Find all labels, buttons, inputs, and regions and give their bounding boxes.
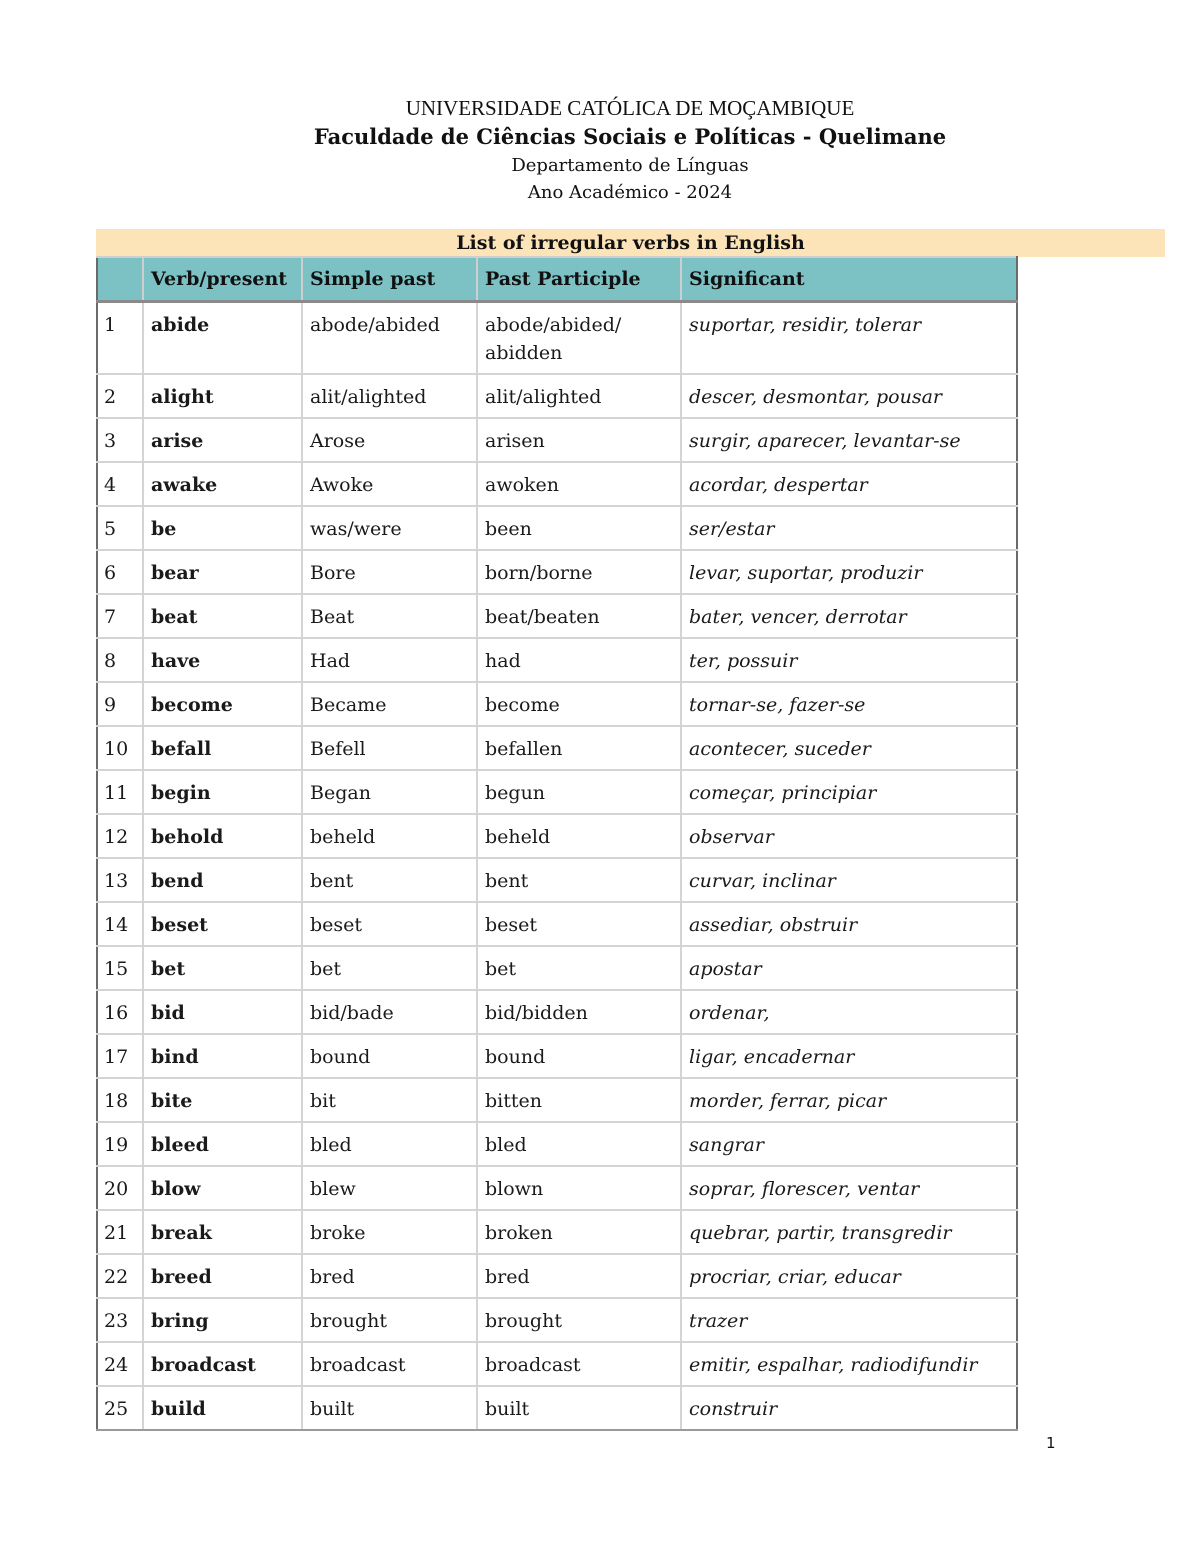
past-participle: awoken — [477, 462, 681, 506]
row-number: 2 — [97, 374, 143, 418]
significant: assediar, obstruir — [681, 902, 1017, 946]
verb-present: blow — [143, 1166, 302, 1210]
verb-present: bend — [143, 858, 302, 902]
row-number: 9 — [97, 682, 143, 726]
verb-present: befall — [143, 726, 302, 770]
row-number: 13 — [97, 858, 143, 902]
significant: acordar, despertar — [681, 462, 1017, 506]
table-row — [97, 302, 1017, 375]
row-number: 18 — [97, 1078, 143, 1122]
row-number: 8 — [97, 638, 143, 682]
past-participle: beset — [477, 902, 681, 946]
significant: bater, vencer, derrotar — [681, 594, 1017, 638]
row-number: 16 — [97, 990, 143, 1034]
verb-present: build — [143, 1386, 302, 1430]
row-number: 7 — [97, 594, 143, 638]
simple-past: bent — [302, 858, 477, 902]
table-row — [97, 418, 1017, 462]
table-row — [97, 858, 1017, 902]
verb-present: break — [143, 1210, 302, 1254]
table-row — [97, 506, 1017, 550]
verb-present: bring — [143, 1298, 302, 1342]
row-number: 21 — [97, 1210, 143, 1254]
past-participle: born/borne — [477, 550, 681, 594]
significant: trazer — [681, 1298, 1017, 1342]
table-row — [97, 374, 1017, 418]
significant: emitir, espalhar, radiodifundir — [681, 1342, 1017, 1386]
verb-present: arise — [143, 418, 302, 462]
simple-past: was/were — [302, 506, 477, 550]
past-participle: become — [477, 682, 681, 726]
significant: sangrar — [681, 1122, 1017, 1166]
row-number: 22 — [97, 1254, 143, 1298]
document-header — [0, 94, 1200, 206]
table-row — [97, 990, 1017, 1034]
academic-year: Ano Académico - 2024 — [527, 182, 733, 203]
table-row — [97, 682, 1017, 726]
table-row — [97, 638, 1017, 682]
row-number: 4 — [97, 462, 143, 506]
past-participle: had — [477, 638, 681, 682]
past-participle: beheld — [477, 814, 681, 858]
simple-past: abode/abided — [302, 302, 477, 375]
simple-past: Became — [302, 682, 477, 726]
past-participle: arisen — [477, 418, 681, 462]
simple-past: Arose — [302, 418, 477, 462]
significant: morder, ferrar, picar — [681, 1078, 1017, 1122]
simple-past: bred — [302, 1254, 477, 1298]
past-participle: bitten — [477, 1078, 681, 1122]
table-row — [97, 594, 1017, 638]
past-participle: bid/bidden — [477, 990, 681, 1034]
table-body — [97, 302, 1017, 1431]
significant: ligar, encadernar — [681, 1034, 1017, 1078]
significant: ser/estar — [681, 506, 1017, 550]
simple-past: Beat — [302, 594, 477, 638]
past-participle: broken — [477, 1210, 681, 1254]
significant: curvar, inclinar — [681, 858, 1017, 902]
simple-past: Awoke — [302, 462, 477, 506]
column-header-significant: Significant — [681, 257, 1017, 302]
verb-present: beat — [143, 594, 302, 638]
page-number: 1 — [1046, 1434, 1056, 1452]
row-number: 24 — [97, 1342, 143, 1386]
past-participle: been — [477, 506, 681, 550]
verb-present: begin — [143, 770, 302, 814]
significant: acontecer, suceder — [681, 726, 1017, 770]
row-number: 5 — [97, 506, 143, 550]
simple-past: Befell — [302, 726, 477, 770]
table-title: List of irregular verbs in English — [456, 232, 805, 254]
significant: surgir, aparecer, levantar-se — [681, 418, 1017, 462]
verb-present: awake — [143, 462, 302, 506]
past-participle: bent — [477, 858, 681, 902]
row-number: 23 — [97, 1298, 143, 1342]
verb-present: bear — [143, 550, 302, 594]
verb-present: bleed — [143, 1122, 302, 1166]
table-row — [97, 1122, 1017, 1166]
simple-past: beheld — [302, 814, 477, 858]
significant: soprar, florescer, ventar — [681, 1166, 1017, 1210]
simple-past: Began — [302, 770, 477, 814]
row-number: 1 — [97, 302, 143, 375]
row-number: 14 — [97, 902, 143, 946]
column-header-simple-past: Simple past — [302, 257, 477, 302]
verb-present: bid — [143, 990, 302, 1034]
row-number: 19 — [97, 1122, 143, 1166]
table-row — [97, 1342, 1017, 1386]
past-participle: bled — [477, 1122, 681, 1166]
table-row — [97, 1166, 1017, 1210]
row-number: 20 — [97, 1166, 143, 1210]
simple-past: alit/alighted — [302, 374, 477, 418]
verb-present: be — [143, 506, 302, 550]
past-participle: bound — [477, 1034, 681, 1078]
simple-past: blew — [302, 1166, 477, 1210]
simple-past: Had — [302, 638, 477, 682]
significant: tornar-se, fazer-se — [681, 682, 1017, 726]
table-row — [97, 1254, 1017, 1298]
simple-past: brought — [302, 1298, 477, 1342]
simple-past: broadcast — [302, 1342, 477, 1386]
simple-past: bit — [302, 1078, 477, 1122]
row-number: 17 — [97, 1034, 143, 1078]
past-participle: beat/beaten — [477, 594, 681, 638]
table-row — [97, 1298, 1017, 1342]
simple-past: bled — [302, 1122, 477, 1166]
row-number: 10 — [97, 726, 143, 770]
significant: descer, desmontar, pousar — [681, 374, 1017, 418]
significant: observar — [681, 814, 1017, 858]
table-row — [97, 1034, 1017, 1078]
verb-present: alight — [143, 374, 302, 418]
table-header-row — [97, 257, 1017, 302]
column-header-number — [97, 257, 143, 302]
table-row — [97, 814, 1017, 858]
university-name: UNIVERSIDADE CATÓLICA DE MOÇAMBIQUE — [405, 96, 855, 120]
table-row — [97, 550, 1017, 594]
verb-present: bite — [143, 1078, 302, 1122]
past-participle: brought — [477, 1298, 681, 1342]
table-row — [97, 902, 1017, 946]
table-row — [97, 462, 1017, 506]
simple-past: bound — [302, 1034, 477, 1078]
simple-past: bet — [302, 946, 477, 990]
past-participle: begun — [477, 770, 681, 814]
past-participle: bet — [477, 946, 681, 990]
significant: suportar, residir, tolerar — [681, 302, 1017, 375]
row-number: 25 — [97, 1386, 143, 1430]
past-participle: built — [477, 1386, 681, 1430]
row-number: 15 — [97, 946, 143, 990]
verb-present: beset — [143, 902, 302, 946]
significant: construir — [681, 1386, 1017, 1430]
past-participle: blown — [477, 1166, 681, 1210]
past-participle: abode/abided/ abidden — [477, 302, 681, 375]
past-participle: alit/alighted — [477, 374, 681, 418]
verb-present: bet — [143, 946, 302, 990]
significant: levar, suportar, produzir — [681, 550, 1017, 594]
faculty-name: Faculdade de Ciências Sociais e Políticas - Quelimane — [313, 124, 947, 149]
irregular-verbs-table — [96, 256, 1018, 1431]
row-number: 12 — [97, 814, 143, 858]
simple-past: bid/bade — [302, 990, 477, 1034]
table-title-bar — [96, 229, 1165, 257]
significant: procriar, criar, educar — [681, 1254, 1017, 1298]
past-participle: befallen — [477, 726, 681, 770]
verb-present: bind — [143, 1034, 302, 1078]
significant: ordenar, — [681, 990, 1017, 1034]
verb-present: have — [143, 638, 302, 682]
significant: quebrar, partir, transgredir — [681, 1210, 1017, 1254]
significant: ter, possuir — [681, 638, 1017, 682]
simple-past: beset — [302, 902, 477, 946]
past-participle: broadcast — [477, 1342, 681, 1386]
table-row — [97, 1078, 1017, 1122]
column-header-past-participle: Past Participle — [477, 257, 681, 302]
simple-past: Bore — [302, 550, 477, 594]
row-number: 11 — [97, 770, 143, 814]
significant: começar, principiar — [681, 770, 1017, 814]
verb-present: become — [143, 682, 302, 726]
table-row — [97, 770, 1017, 814]
row-number: 3 — [97, 418, 143, 462]
table-row — [97, 946, 1017, 990]
verb-present: breed — [143, 1254, 302, 1298]
verb-present: abide — [143, 302, 302, 375]
table-row — [97, 726, 1017, 770]
row-number: 6 — [97, 550, 143, 594]
table-row — [97, 1210, 1017, 1254]
department-name: Departamento de Línguas — [511, 155, 749, 176]
verb-present: broadcast — [143, 1342, 302, 1386]
simple-past: built — [302, 1386, 477, 1430]
column-header-verb-present: Verb/present — [143, 257, 302, 302]
past-participle: bred — [477, 1254, 681, 1298]
simple-past: broke — [302, 1210, 477, 1254]
significant: apostar — [681, 946, 1017, 990]
verb-present: behold — [143, 814, 302, 858]
table-row — [97, 1386, 1017, 1430]
